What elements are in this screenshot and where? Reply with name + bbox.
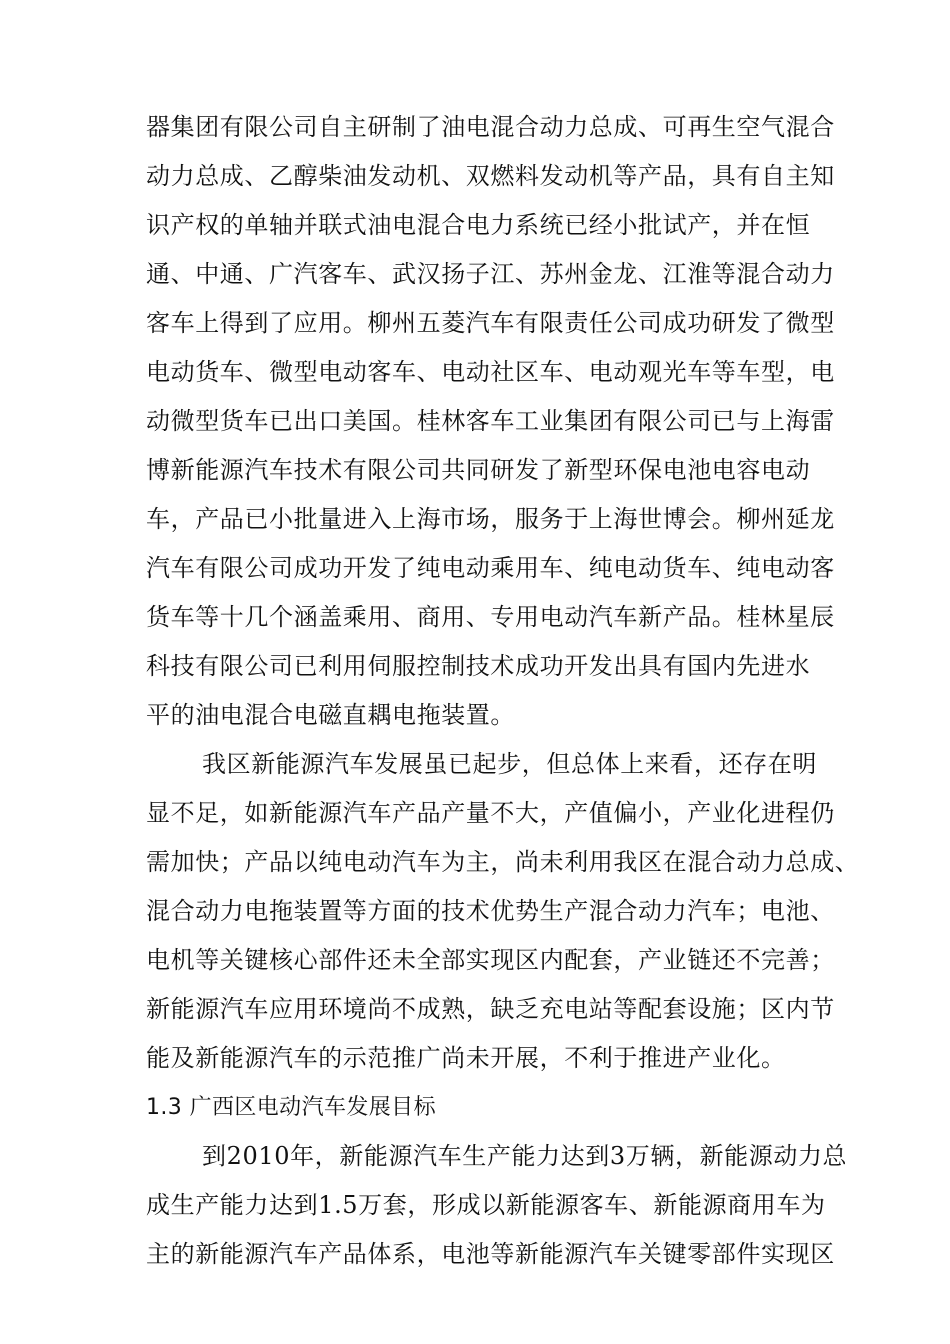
text-line: 主的新能源汽车产品体系，电池等新能源汽车关键零部件实现区 [146, 1240, 835, 1268]
text-line: 货车等十几个涵盖乘用、商用、专用电动汽车新产品。桂林星辰 [146, 603, 835, 631]
section-heading-block [146, 1083, 826, 1132]
text-line: 科技有限公司已利用伺服控制技术成功开发出具有国内先进水 [146, 652, 811, 680]
text-line: 成生产能力达到1.5万套，形成以新能源客车、新能源商用车为 [146, 1191, 826, 1219]
text-line: 器集团有限公司自主研制了油电混合动力总成、可再生空气混合 [146, 113, 835, 141]
text-line: 需加快；产品以纯电动汽车为主，尚未利用我区在混合动力总成、 [146, 848, 860, 876]
text-line: 车，产品已小批量进入上海市场，服务于上海世博会。柳州延龙 [146, 505, 835, 533]
text-line: 新能源汽车应用环境尚不成熟，缺乏充电站等配套设施；区内节 [146, 995, 835, 1023]
paragraph-targets [146, 1132, 848, 1279]
paragraph-new-energy-enterprises [146, 103, 835, 740]
text-line: 混合动力电拖装置等方面的技术优势生产混合动力汽车；电池、 [146, 897, 835, 925]
text-line: 动力总成、乙醇柴油发动机、双燃料发动机等产品，具有自主知 [146, 162, 835, 190]
section-heading: 1.3 广西区电动汽车发展目标 [146, 1095, 436, 1120]
text-line: 动微型货车已出口美国。桂林客车工业集团有限公司已与上海雷 [146, 407, 835, 435]
text-line: 到2010年，新能源汽车生产能力达到3万辆，新能源动力总 [202, 1142, 848, 1170]
text-line: 电机等关键核心部件还未全部实现区内配套，产业链还不完善； [146, 946, 835, 974]
text-line: 汽车有限公司成功开发了纯电动乘用车、纯电动货车、纯电动客 [146, 554, 835, 582]
text-line: 客车上得到了应用。柳州五菱汽车有限责任公司成功研发了微型 [146, 309, 835, 337]
text-line: 博新能源汽车技术有限公司共同研发了新型环保电池电容电动 [146, 456, 811, 484]
text-line: 平的油电混合电磁直耦电拖装置。 [146, 701, 515, 729]
paragraph-shortcomings [146, 740, 860, 1083]
text-line: 能及新能源汽车的示范推广尚未开展，不利于推进产业化。 [146, 1044, 786, 1072]
text-line: 通、中通、广汽客车、武汉扬子江、苏州金龙、江淮等混合动力 [146, 260, 835, 288]
text-line: 识产权的单轴并联式油电混合电力系统已经小批试产，并在恒 [146, 211, 811, 239]
text-line: 显不足，如新能源汽车产品产量不大，产值偏小，产业化进程仍 [146, 799, 835, 827]
text-line: 电动货车、微型电动客车、电动社区车、电动观光车等车型，电 [146, 358, 835, 386]
text-line: 我区新能源汽车发展虽已起步，但总体上来看，还存在明 [202, 750, 817, 778]
